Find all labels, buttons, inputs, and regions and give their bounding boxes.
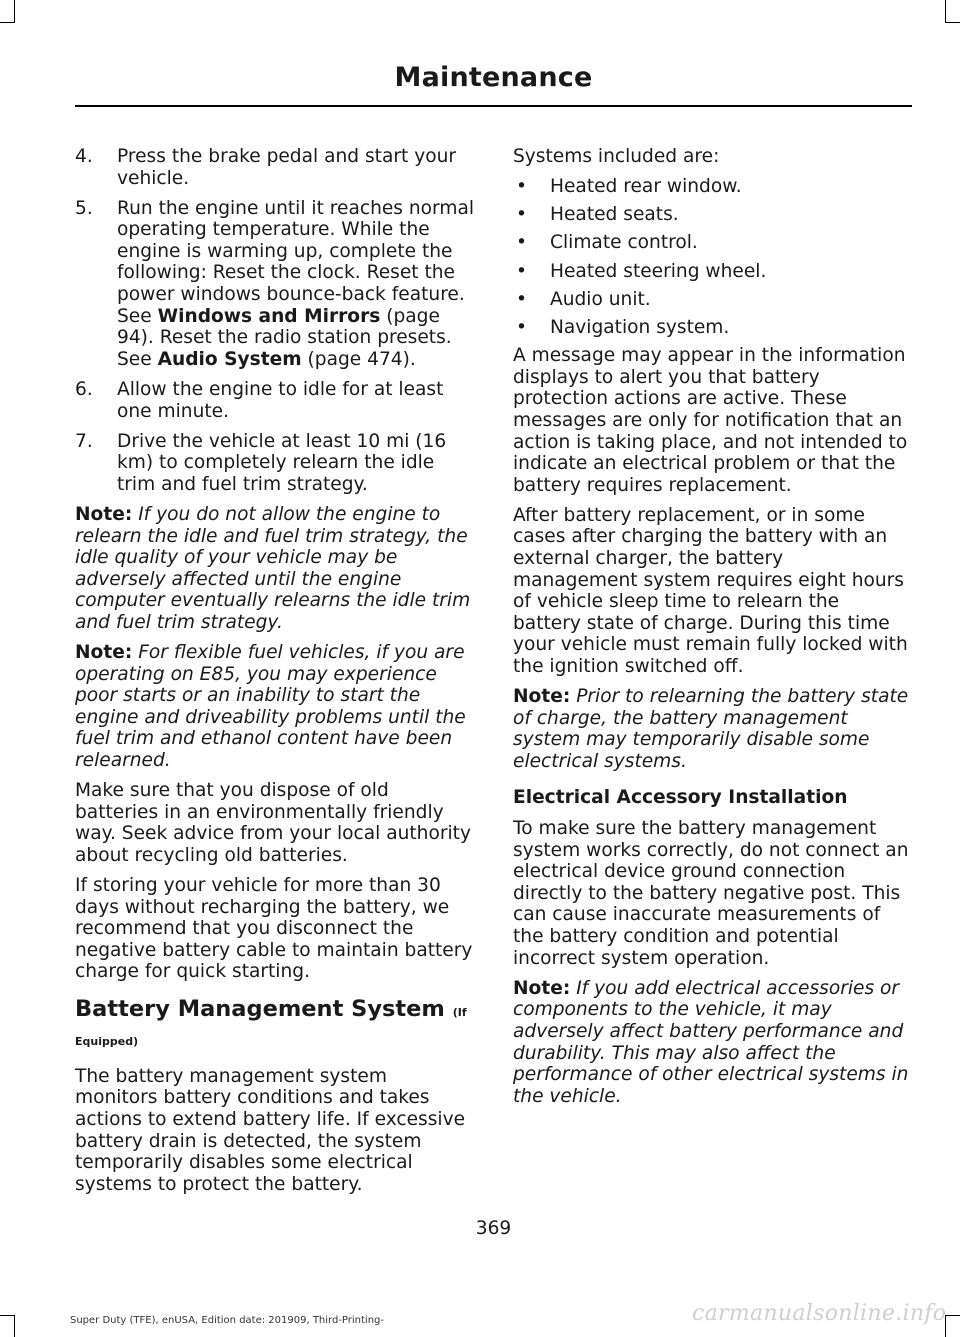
list-item <box>513 261 909 283</box>
list-text: Heated seats. <box>550 204 679 226</box>
list-number: 7. <box>75 430 93 452</box>
paragraph: If storing your vehicle for more than 30 days without recharging the battery, we recommend that you disconnect the negative battery cable to maintain battery charge for quick starting. <box>75 874 473 983</box>
list-text: Allow the engine to idle for at least one minute. <box>117 378 444 422</box>
bullet-icon: • <box>516 317 527 339</box>
windows-mirrors-link[interactable]: Windows and Mirrors <box>157 305 381 327</box>
step-text: (page 474). <box>301 348 416 370</box>
bullet-list <box>513 176 909 339</box>
list-item <box>75 379 475 422</box>
note-body: For flexible fuel vehicles, if you are operating on E85, you may experience poor starts or an inability to start the engine and driveability problems until the fuel trim and ethanol content have been relearned. <box>75 641 466 771</box>
list-text <box>117 198 475 371</box>
paragraph: The battery management system monitors battery conditions and takes actions to extend battery life. If excessive battery drain is detected, the system temporarily disables some electrical systems to protect the battery. <box>75 1065 466 1195</box>
paragraph: Make sure that you dispose of old batteries in an environmentally friendly way. Seek advice from your local authority about recycling old batteries. <box>75 780 471 866</box>
page-number: 369 <box>475 1218 512 1239</box>
page-title: Maintenance <box>394 62 593 93</box>
list-item <box>75 431 475 496</box>
section-qualifier: (If <box>452 1005 467 1019</box>
list-text: Navigation system. <box>550 317 730 339</box>
note-body: Prior to relearning the battery state of charge, the battery management system may temporarily disable some electrical systems. <box>513 686 909 772</box>
list-item <box>513 289 909 311</box>
section-title: Battery Management System <box>75 995 445 1022</box>
note <box>75 642 475 772</box>
note <box>513 686 909 772</box>
list-number: 6. <box>75 378 93 400</box>
left-column <box>75 146 475 1204</box>
crop-mark <box>0 1315 15 1316</box>
subsection-heading: Electrical Accessory Installation <box>513 786 848 808</box>
bullet-icon: • <box>516 260 527 282</box>
note-label: Note: <box>513 686 571 708</box>
bullet-icon: • <box>516 204 527 226</box>
section-heading <box>75 997 475 1025</box>
list-number: 5. <box>75 197 93 219</box>
edition-footer: Super Duty (TFE), enUSA, Edition date: 201909, Third-Printing- <box>70 1315 385 1326</box>
list-item <box>513 176 909 198</box>
crop-mark <box>945 0 946 22</box>
crop-mark <box>945 1315 960 1316</box>
paragraph: Systems included are: <box>513 146 720 167</box>
list-item <box>513 232 909 254</box>
list-item <box>513 204 909 226</box>
note-body: If you add electrical accessories or components to the vehicle, it may adversely affect battery performance and durability. This may also affect the performance of other electrical systems in the vehicle. <box>513 977 909 1107</box>
step-text: (page 94). Reset the radio station presets. See <box>117 305 452 370</box>
list-text: Heated rear window. <box>550 176 742 198</box>
note-label: Note: <box>75 641 133 663</box>
note-body: If you do not allow the engine to relearn the idle and fuel trim strategy, the idle quality of your vehicle may be adversely affected until the engine computer eventually relearns the idle trim and fuel trim strategy. <box>75 503 471 633</box>
list-text: Heated steering wheel. <box>550 260 767 282</box>
crop-mark <box>14 0 15 22</box>
step-text: Run the engine until it reaches normal operating temperature. While the engine is warming up, complete the following: Reset the clock. Reset the power windows bounce-back feature. See <box>117 197 475 327</box>
list-item <box>75 146 475 189</box>
bullet-icon: • <box>516 176 527 198</box>
note-label: Note: <box>75 503 133 525</box>
crop-mark <box>0 22 15 23</box>
list-item <box>75 198 475 371</box>
paragraph: After battery replacement, or in some cases after charging the battery with an external charger, the battery management system requires eight hours of vehicle sleep time to relearn the battery state of charge. During this time your vehicle must remain fully locked with the ignition switched off. <box>513 504 908 678</box>
list-text: Audio unit. <box>550 288 651 310</box>
section-qualifier: Equipped) <box>75 1034 139 1048</box>
header-divider <box>75 105 912 107</box>
paragraph: A message may appear in the information displays to alert you that battery protection actions are active. These messages are only for notification that an action is taking place, and not intended to indicate an electrical problem or that the battery requires replacement. <box>513 345 908 496</box>
list-text: Climate control. <box>550 232 698 254</box>
right-column <box>513 146 909 1116</box>
list-item <box>513 317 909 339</box>
note <box>513 978 909 1108</box>
bullet-icon: • <box>516 288 527 310</box>
list-text: Drive the vehicle at least 10 mi (16 km) to completely relearn the idle trim and fuel trim strategy. <box>117 430 447 495</box>
watermark: carmanualsonline.info <box>692 1301 947 1326</box>
list-text: Press the brake pedal and start your vehicle. <box>117 146 456 189</box>
note-label: Note: <box>513 977 571 999</box>
list-number: 4. <box>75 146 93 167</box>
crop-mark <box>14 1315 15 1337</box>
paragraph: To make sure the battery management system works correctly, do not connect an electrical device ground connection directly to the battery negative post. This can cause inaccurate measurements of the battery condition and potential incorrect system operation. <box>513 818 909 969</box>
bullet-icon: • <box>516 232 527 254</box>
audio-system-link[interactable]: Audio System <box>157 348 302 370</box>
crop-mark <box>945 22 960 23</box>
note <box>75 504 475 634</box>
